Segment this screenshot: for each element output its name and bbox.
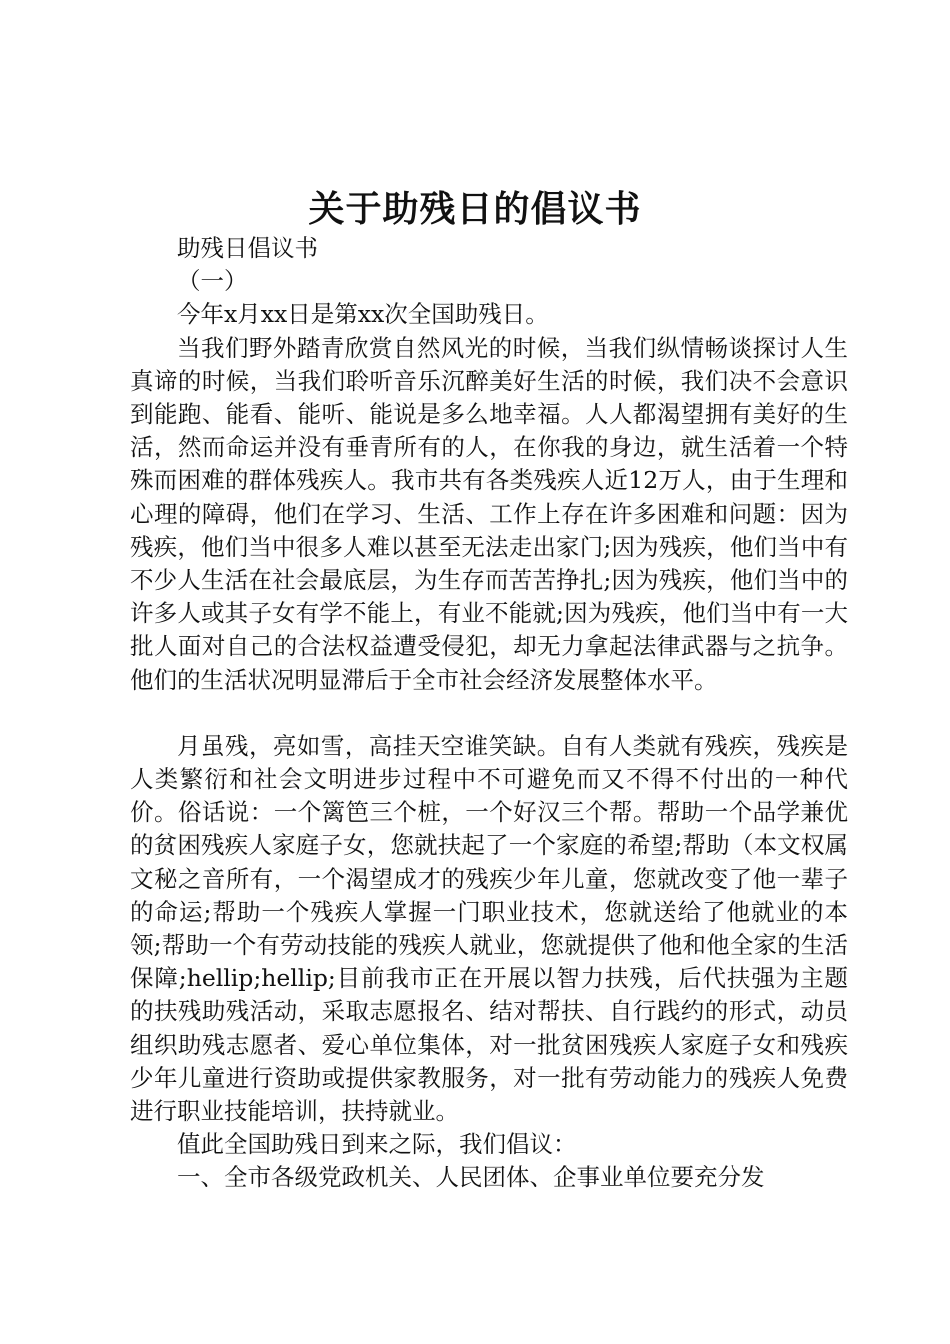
proposal-item-1: 一、全市各级党政机关、人民团体、企事业单位要充分发 bbox=[177, 1163, 765, 1192]
body-paragraph-2: 月虽残，亮如雪，高挂天空谁笑缺。自有人类就有残疾，残疾是人类繁衍和社会文明进步过程中不可避免而又不得不付出的一种代价。俗话说：一个篱笆三个桩，一个好汉三个帮。帮助一个品学兼优的贫困残疾人家庭子女，您就扶起了一个家庭的希望;帮助（本文权属文秘之音所有，一个渴望成才的残疾少年儿童，您就改变了他一辈子的命运;帮助一个残疾人掌握一门职业技术，您就送给了他就业的本领;帮助一个有劳动技能的残疾人就业，您就提供了他和他全家的生活保障;hellip;hellip;目前我市正在开展以智力扶残，后代扶强为主题的扶残助残活动，采取志愿报名、结对帮扶、自行践约的形式，动员组织助残志愿者、爱心单位集体，对一批贫困残疾人家庭子女和残疾少年儿童进行资助或提供家教服务，对一批有劳动能力的残疾人免费进行职业技能培训，扶持就业。 bbox=[130, 731, 848, 1126]
proposal-intro-paragraph: 值此全国助残日到来之际，我们倡议： bbox=[177, 1130, 577, 1159]
section-number-paragraph: （一） bbox=[177, 267, 248, 296]
date-paragraph: 今年x月xx日是第xx次全国助残日。 bbox=[177, 300, 549, 329]
document-body bbox=[130, 232, 848, 1195]
document-title: 关于助残日的倡议书 bbox=[308, 189, 642, 230]
body-paragraph-1: 当我们野外踏青欣赏自然风光的时候，当我们纵情畅谈探讨人生真谛的时候，当我们聆听音乐沉醉美好生活的时候，我们决不会意识到能跑、能看、能听、能说是多么地幸福。人人都渴望拥有美好的生活，然而命运并没有垂青所有的人，在你我的身边，就生活着一个特殊而困难的群体残疾人。我市共有各类残疾人近12万人，由于生理和心理的障碍，他们在学习、生活、工作上存在许多困难和问题：因为残疾，他们当中很多人难以甚至无法走出家门;因为残疾，他们当中有不少人生活在社会最底层，为生存而苦苦挣扎;因为残疾，他们当中的许多人或其子女有学不能上，有业不能就;因为残疾，他们当中有一大批人面对自己的合法权益遭受侵犯，却无力拿起法律武器与之抗争。他们的生活状况明显滞后于全市社会经济发展整体水平。 bbox=[130, 333, 848, 694]
subtitle-paragraph: 助残日倡议书 bbox=[177, 234, 318, 262]
